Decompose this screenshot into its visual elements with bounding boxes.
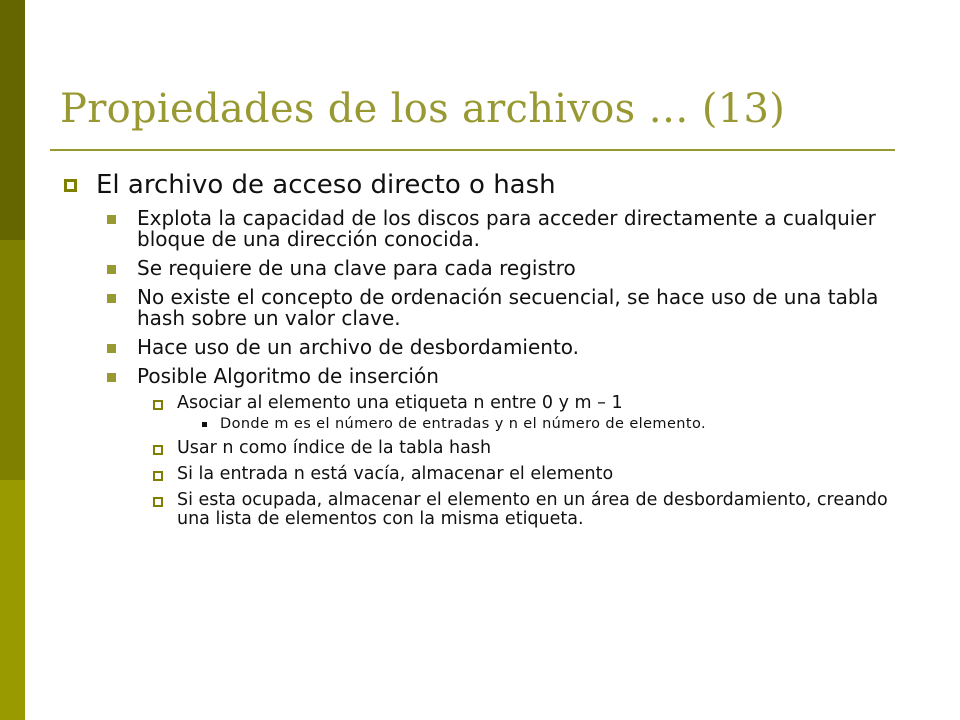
step-text: Asociar al elemento una etiqueta n entre 0 y m – 1 <box>177 393 623 413</box>
title-divider <box>50 149 895 151</box>
sidebar-band-top <box>0 0 25 240</box>
hollow-square-bullet-icon <box>60 170 96 200</box>
square-bullet-icon <box>104 258 137 279</box>
bullet-text: Se requiere de una clave para cada registro <box>137 256 576 280</box>
slide-title: Propiedades de los archivos … (13) <box>60 86 786 132</box>
step-text: Usar n como índice de la tabla hash <box>177 438 492 458</box>
step-text: Si esta ocupada, almacenar el elemento en un área de desbordamiento, creando una lista de elementos con la misma etiqueta. <box>177 490 888 529</box>
square-bullet-icon <box>104 366 137 387</box>
list-item <box>150 465 900 484</box>
list-item <box>104 258 900 279</box>
list-item <box>104 208 900 250</box>
list-item <box>198 417 900 432</box>
heading-bullet <box>60 170 900 200</box>
list-item <box>150 439 900 458</box>
list-item <box>150 394 900 413</box>
hollow-square-bullet-icon <box>150 439 177 458</box>
list-item <box>150 491 900 529</box>
list-item <box>104 337 900 358</box>
sidebar-band-bottom <box>0 480 25 720</box>
square-bullet-icon <box>104 337 137 358</box>
bullet-text: Posible Algoritmo de inserción <box>137 364 439 388</box>
square-bullet-icon <box>104 208 137 229</box>
square-bullet-icon <box>104 287 137 308</box>
hollow-square-bullet-icon <box>150 491 177 510</box>
sidebar-band-middle <box>0 240 25 480</box>
slide-body <box>60 170 900 529</box>
bullet-text: No existe el concepto de ordenación secuencial, se hace uso de una tabla hash sobre un valor clave. <box>137 285 879 330</box>
note-text: Donde m es el número de entradas y n el número de elemento. <box>220 416 706 432</box>
bullet-text: Hace uso de un archivo de desbordamiento. <box>137 335 580 359</box>
bullet-text: Explota la capacidad de los discos para acceder directamente a cualquier bloque de una dirección conocida. <box>137 206 876 251</box>
step-text: Si la entrada n está vacía, almacenar el elemento <box>177 464 614 484</box>
small-square-bullet-icon <box>198 417 220 432</box>
hollow-square-bullet-icon <box>150 394 177 413</box>
list-item <box>104 366 900 387</box>
heading-text: El archivo de acceso directo o hash <box>96 170 556 200</box>
hollow-square-bullet-icon <box>150 465 177 484</box>
list-item <box>104 287 900 329</box>
